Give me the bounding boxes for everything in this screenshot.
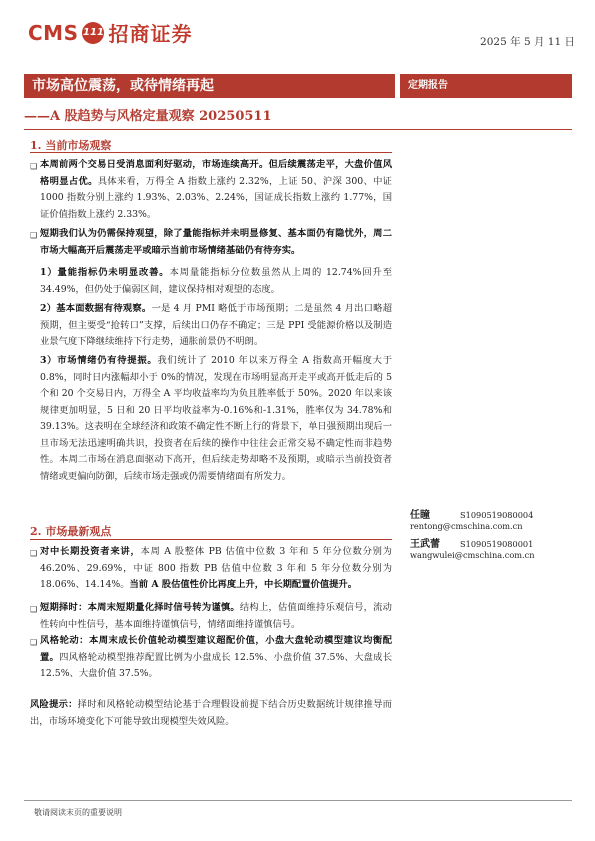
company-logo: [28, 18, 192, 47]
section1-paragraph-1: 本周前两个交易日受消息面利好驱动，市场连续高开。但后续震荡走平，大盘价值风格明显占优。具体来看，万得全 A 指数上涨约 2.32%，上证 50、沪深 300、中证 1000 指数分别上涨约 1.93%、2.03%、2.24%，国证成长指数上涨约 1.77%，国证价值指数上涨约 2.33%。: [40, 159, 392, 220]
bullet-icon: ❑: [30, 605, 38, 614]
bullet-icon: ❑: [30, 231, 38, 240]
analyst-1: 任瞳 S1090519080004 rentong@cmschina.com.cn: [410, 510, 534, 531]
bullet-icon: ❑: [30, 162, 38, 171]
report-title: 市场高位震荡，或待情绪再起: [24, 74, 395, 98]
section2-paragraph-3: 风格轮动：本周末成长价值轮动模型建议超配价值，小盘大盘轮动模型建议均衡配置。四风格轮动模型推荐配置比例为小盘成长 12.5%、小盘价值 37.5%、大盘成长 12.5%、大盘价值 37.5%。: [40, 635, 392, 679]
section2-paragraph-2: 短期择时：本周末短期量化择时信号转为谨慎。结构上，估值面维持乐观信号，流动性转向中性信号，基本面维持谨慎信号，情绪面维持谨慎信号。: [40, 602, 392, 630]
subtitle-divider: [24, 129, 572, 130]
logo-text-en: CMS: [28, 20, 79, 45]
report-date: 2025 年 5 月 11 日: [480, 36, 575, 48]
risk-warning: 风险提示：择时和风格轮动模型结论基于合理假设前提下结合历史数据统计规律推导而出，市场环境变化下可能导致出现模型失效风险。: [30, 699, 392, 727]
section1-point-2: 2）基本面数据有待观察。一是 4 月 PMI 略低于市场预期；二是虽然 4 月出口略超预期，但主要受“抢转口”支撑，后续出口仍存不确定；三是 PPI 受能源价格以及制造业景气度下降继续维持下行走势，通胀前景仍不明朗。: [40, 303, 392, 347]
footer-divider: [24, 800, 572, 801]
report-type-label: 定期报告: [400, 74, 572, 98]
section2-paragraph-1: 对中长期投资者来讲，本周 A 股整体 PB 估值中位数 3 年和 5 年分位数分别为 46.20%、29.69%，中证 800 指数 PB 估值中位数 3 年和 5 年分位数分别为 18.06%、14.14%。当前 A 股估值性价比再度上升，中长期配置价值提升。: [40, 546, 392, 590]
logo-badge-icon: 111: [82, 22, 104, 44]
logo-text-cn: 招商证券: [108, 22, 193, 46]
section2-divider: [30, 539, 392, 540]
footer-disclaimer: 敬请阅读末页的重要说明: [34, 808, 122, 817]
section1-heading: 1. 当前市场观察: [30, 139, 112, 152]
section1-point-1: 1）量能指标仍未明显改善。本周量能指标分位数虽然从上周的 12.74%回升至 34.49%，但仍处于偏弱区间，建议保持相对观望的态度。: [40, 267, 392, 295]
section1-point-3: 3）市场情绪仍有待提振。我们统计了 2010 年以来万得全 A 指数高开幅度大于 0.8%，同时日内涨幅却小于 0%的情况，发现在市场明显高开走平或高开低走后的 5 个和 20 个交易日内，万得全 A 平均收益率均为负且胜率低于 50%。2020 年以来该规律更加明显，5 日和 20 日平均收益率为-0.16%和-1.31%，胜率仅为 34.78%和 39.13%。这表明在全球经济和政策不确定性不断上行的背景下，单日强预期出现后一旦市场无法迅速明确共识，投资者在后续的操作中往往会正常交易不确定性而非趋势性。本周二市场在消息面驱动下高开，但后续走势却略不及预期，或暗示当前投资者情绪或更偏向防御，后续市场走强或仍需要情绪面有所发力。: [40, 355, 392, 482]
section2-heading: 2. 市场最新观点: [30, 525, 112, 538]
bullet-icon: ❑: [30, 638, 38, 647]
analyst-email[interactable]: wangwulei@cmschina.com.cn: [410, 550, 535, 560]
report-subtitle: ——A 股趋势与风格定量观察 20250511: [24, 109, 272, 124]
section1-divider: [30, 152, 392, 153]
analyst-email[interactable]: rentong@cmschina.com.cn: [410, 521, 523, 531]
analyst-2: 王武蕾 S1090519080001 wangwulei@cmschina.com.cn: [410, 539, 535, 560]
section1-paragraph-2: 短期我们认为仍需保持观望，除了量能指标并未明显修复、基本面仍有隐忧外，周二市场大幅高开后震荡走平或暗示当前市场情绪基础仍有待夯实。: [40, 228, 392, 256]
bullet-icon: ❑: [30, 549, 38, 558]
